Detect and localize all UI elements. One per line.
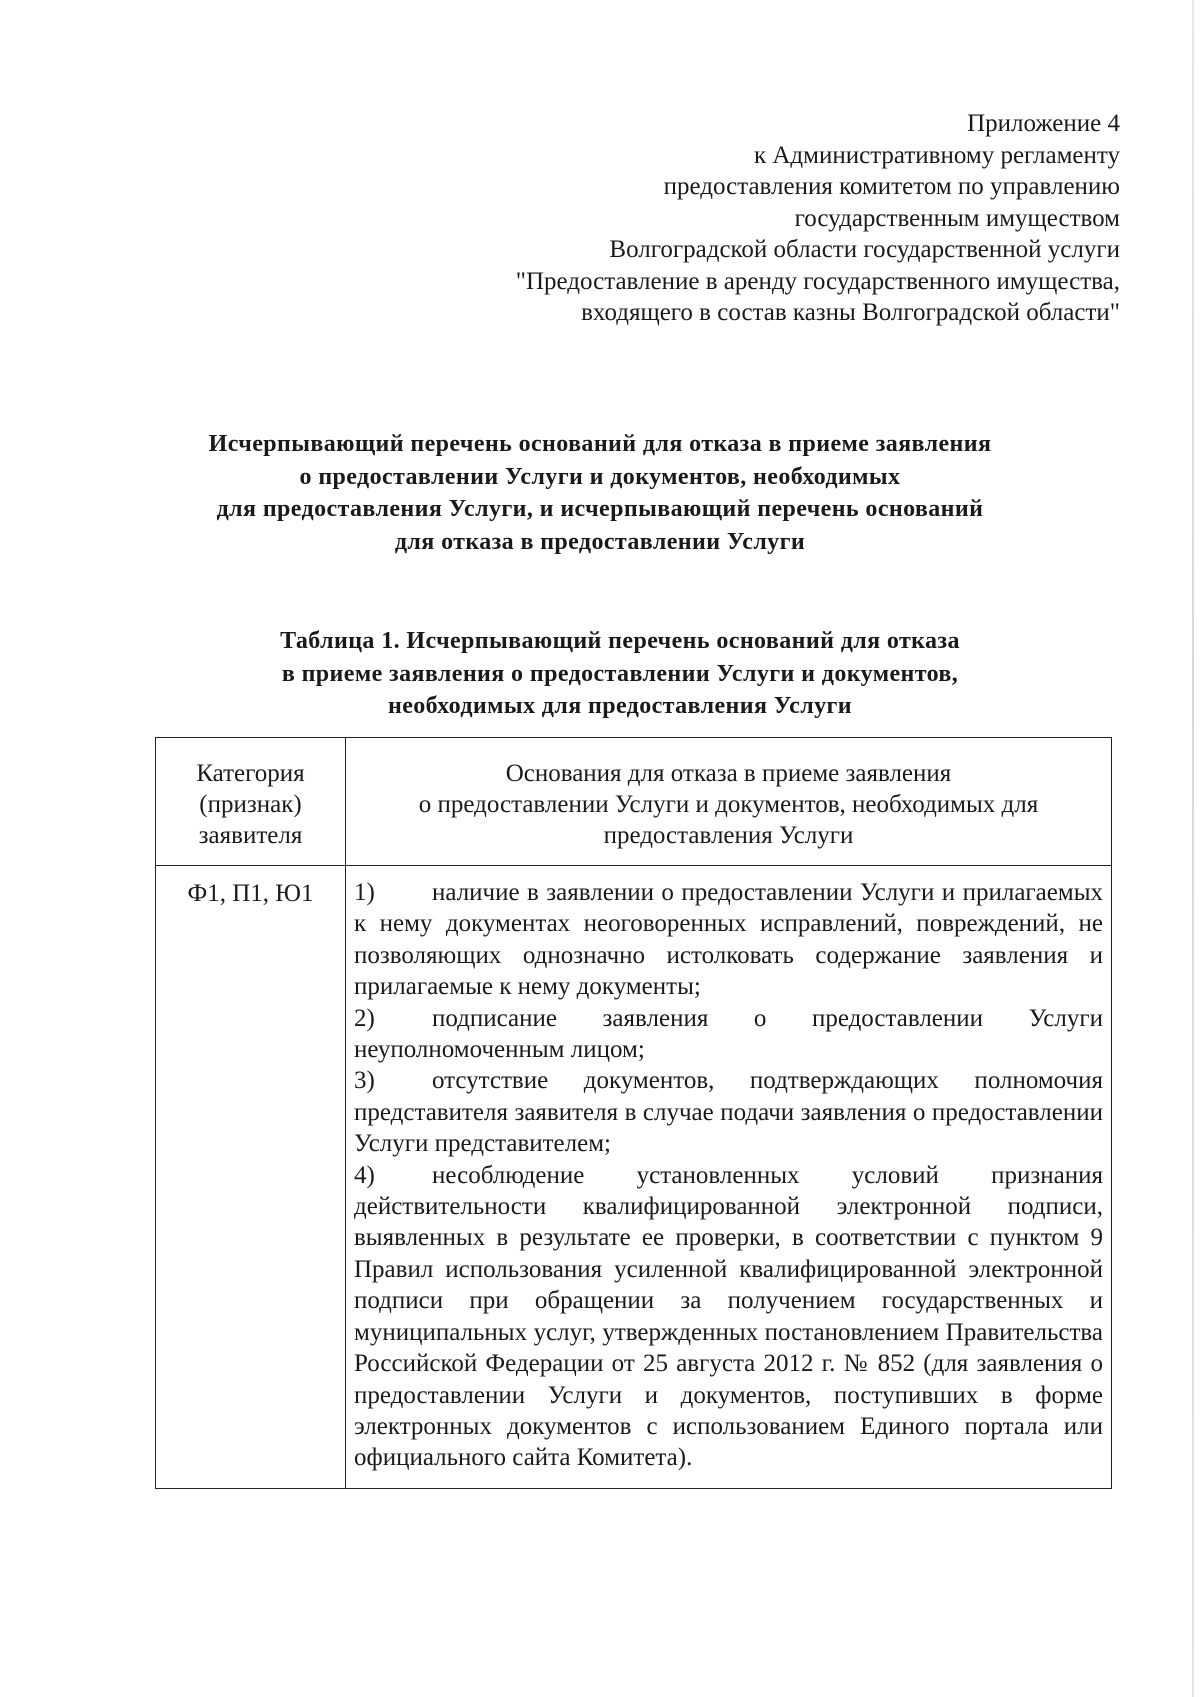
- grounds-cell: [346, 866, 1112, 1489]
- item-number: 3): [354, 1067, 375, 1095]
- table-title: [170, 625, 1070, 723]
- item-number: 2): [354, 1004, 375, 1032]
- appendix-line: Волгоградской области государственной услуги: [609, 236, 1120, 263]
- title-line: для отказа в предоставлении Услуги: [394, 528, 806, 555]
- table-title-line: Таблица 1. Исчерпывающий перечень оснований для отказа: [280, 628, 960, 654]
- appendix-line: государственным имуществом: [794, 204, 1120, 232]
- table-row: [156, 866, 1112, 1489]
- item-text: отсутствие документов, подтверждающих полномочия представителя заявителя в случае подачи заявления о предоставлении Услуги представителем;: [354, 1067, 1103, 1158]
- header-grounds-line: предоставления Услуги: [603, 822, 854, 849]
- header-category-cell: [156, 738, 346, 866]
- title-line: Исчерпывающий перечень оснований для отказа в приеме заявления: [208, 431, 992, 457]
- appendix-line: входящего в состав казны Волгоградской области": [581, 299, 1120, 326]
- header-grounds-line: Основания для отказа в приеме заявления: [505, 760, 952, 787]
- table-header-row: [156, 738, 1112, 866]
- category-cell: Ф1, П1, Ю1: [156, 866, 346, 1489]
- item-number: 4): [354, 1161, 375, 1189]
- header-grounds-cell: [346, 738, 1112, 866]
- table-title-line: в приеме заявления о предоставлении Услуги и документов,: [281, 660, 959, 687]
- header-grounds-line: о предоставлении Услуги и документов, необходимых для: [418, 791, 1039, 818]
- appendix-header: [516, 108, 1120, 329]
- list-item: [354, 877, 1103, 1003]
- document-title: [150, 428, 1050, 558]
- list-item: [354, 1003, 1103, 1066]
- title-line: для предоставления Услуги, и исчерпывающий перечень оснований: [216, 496, 984, 522]
- header-category-line: заявителя: [198, 822, 303, 849]
- appendix-line: к Административному регламенту: [753, 141, 1120, 169]
- header-category-line: (признак): [199, 791, 302, 818]
- grounds-table: [155, 737, 1112, 1489]
- title-line: о предоставлении Услуги и документов, необходимых: [299, 463, 901, 490]
- appendix-line: "Предоставление в аренду государственного имущества,: [515, 267, 1120, 295]
- item-text: наличие в заявлении о предоставлении Услуги и прилагаемых к нему документах неоговоренных исправлений, повреждений, не позволяющих однозначно истолковать содержание заявления и прилагаемые к нему документы;: [354, 879, 1103, 1001]
- appendix-line: предоставления комитетом по управлению: [663, 173, 1120, 200]
- table-title-line: необходимых для предоставления Услуги: [387, 693, 853, 719]
- header-category-line: Категория: [196, 760, 305, 787]
- list-item: [354, 1160, 1103, 1474]
- list-item: [354, 1065, 1103, 1159]
- page-edge-shadow: [1192, 0, 1194, 1697]
- item-text: несоблюдение установленных условий признания действительности квалифицированной электронной подписи, выявленных в результате ее проверки, в соответствии с пунктом 9 Правил использования усиленной квалифицированной электронной подписи при обращении за получением государственных и муниципальных услуг, утвержденных постановлением Правительства Российской Федерации от 25 августа 2012 г. № 852 (для заявления о предоставлении Услуги и документов, поступивших в форме электронных документов с использованием Единого портала или официального сайта Комитета).: [354, 1161, 1103, 1472]
- appendix-line: Приложение 4: [967, 110, 1120, 137]
- item-text: подписание заявления о предоставлении Услуги неуполномоченным лицом;: [354, 1004, 1103, 1064]
- item-number: 1): [354, 879, 375, 906]
